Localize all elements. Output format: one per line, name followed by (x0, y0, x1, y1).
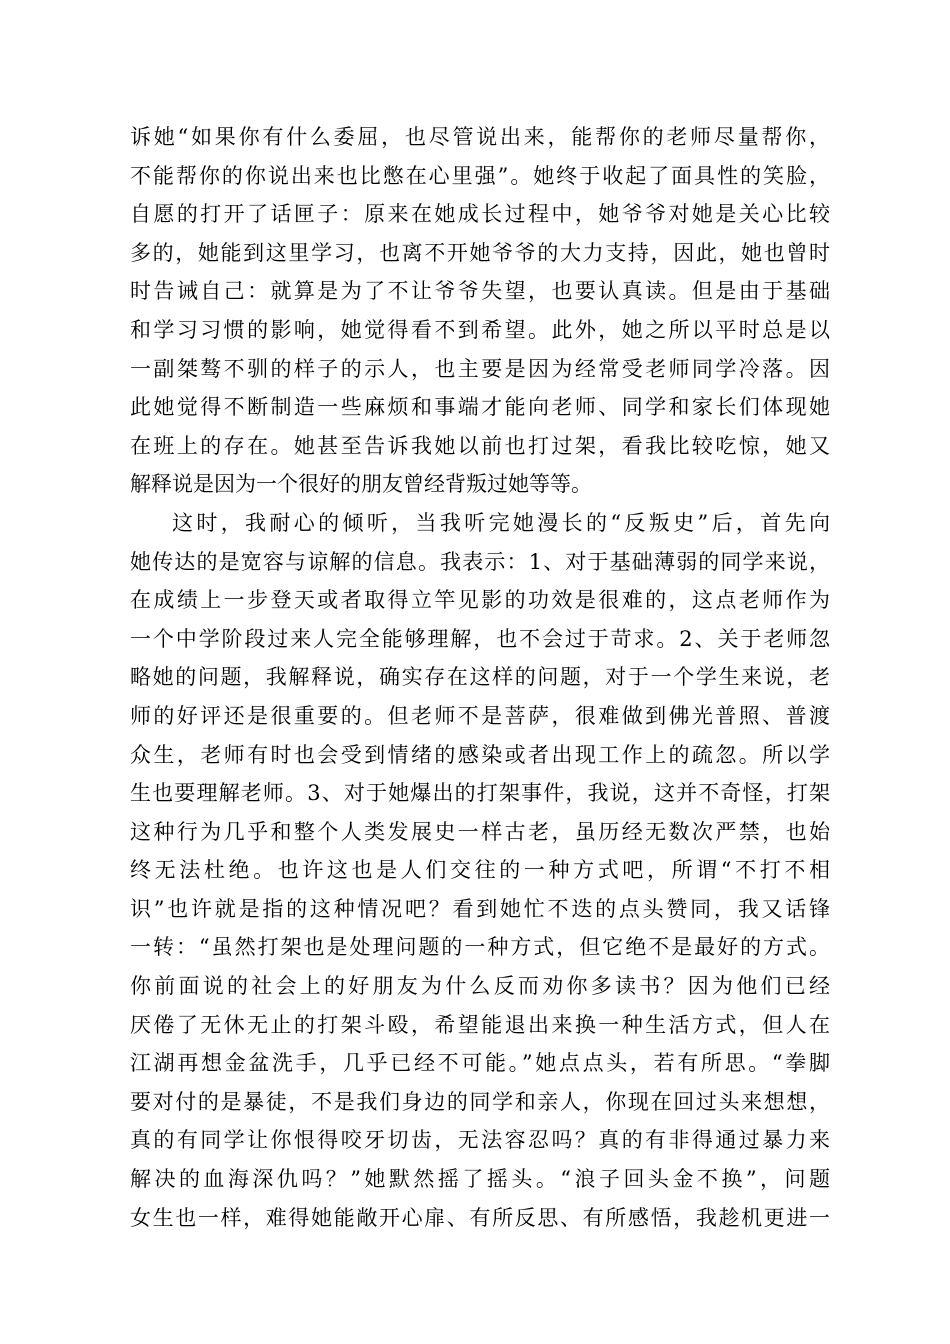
text-line: 女生也一样，难得她能敞开心扉、有所反思、有所感悟，我趁机更进一 (130, 1205, 830, 1230)
text-line: 此她觉得不断制造一些麻烦和事端才能向老师、同学和家长们体现她 (130, 395, 830, 420)
text-line: 时告诫自己：就算是为了不让爷爷失望，也要认真读。但是由于基础 (130, 279, 830, 304)
text-line: 识”也许就是指的这种情况吧？看到她忙不迭的点头赞同，我又话锋 (130, 896, 830, 921)
text-line: 生也要理解老师。3、对于她爆出的打架事件，我说，这并不奇怪，打架 (130, 781, 830, 806)
body-text (130, 118, 830, 1237)
text-line: 在班上的存在。她甚至告诉我她以前也打过架，看我比较吃惊，她又 (130, 433, 830, 458)
text-line: 要对付的是暴徒，不是我们身边的同学和亲人，你现在回过头来想想， (130, 1089, 830, 1114)
text-line: 解释说是因为一个很好的朋友曾经背叛过她等等。 (130, 472, 592, 497)
text-line: 江湖再想金盆洗手，几乎已经不可能。”她点点头，若有所思。“拳脚 (130, 1051, 830, 1076)
text-line: 自愿的打开了话匣子：原来在她成长过程中，她爷爷对她是关心比较 (130, 202, 830, 227)
text-line: 真的有同学让你恨得咬牙切齿，无法容忍吗？真的有非得通过暴力来 (130, 1128, 830, 1153)
paragraph-2 (130, 504, 830, 1237)
text-line: 一副桀骜不驯的样子的示人，也主要是因为经常受老师同学冷落。因 (130, 356, 830, 381)
text-line: 师的好评还是很重要的。但老师不是菩萨，很难做到佛光普照、普渡 (130, 703, 830, 728)
text-line: 这时，我耐心的倾听，当我听完她漫长的“反叛史”后，首先向 (172, 510, 830, 535)
text-line: 诉她“如果你有什么委屈，也尽管说出来，能帮你的老师尽量帮你， (130, 125, 830, 149)
paragraph-1 (130, 118, 830, 504)
text-line: 解决的血海深仇吗？”她默然摇了摇头。“浪子回头金不换”，问题 (130, 1167, 830, 1192)
text-line: 一转：“虽然打架也是处理问题的一种方式，但它绝不是最好的方式。 (130, 935, 830, 960)
text-line: 略她的问题，我解释说，确实存在这样的问题，对于一个学生来说，老 (130, 665, 830, 690)
text-line: 不能帮你的你说出来也比憋在心里强”。她终于收起了面具性的笑脸， (130, 163, 830, 188)
text-line: 厌倦了无休无止的打架斗殴，希望能退出来换一种生活方式，但人在 (130, 1012, 830, 1037)
text-line: 这种行为几乎和整个人类发展史一样古老，虽历经无数次严禁，也始 (130, 819, 830, 844)
text-line: 她传达的是宽容与谅解的信息。我表示：1、对于基础薄弱的同学来说， (130, 549, 830, 574)
text-line: 你前面说的社会上的好朋友为什么反而劝你多读书？因为他们已经 (130, 974, 830, 999)
text-line: 众生，老师有时也会受到情绪的感染或者出现工作上的疏忽。所以学 (130, 742, 830, 767)
text-line: 终无法杜绝。也许这也是人们交往的一种方式吧，所谓“不打不相 (130, 858, 830, 883)
text-line: 一个中学阶段过来人完全能够理解，也不会过于苛求。2、关于老师忽 (130, 626, 830, 651)
text-line: 和学习习惯的影响，她觉得看不到希望。此外，她之所以平时总是以 (130, 317, 830, 342)
text-line: 多的，她能到这里学习，也离不开她爷爷的大力支持，因此，她也曾时 (130, 240, 830, 265)
text-line: 在成绩上一步登天或者取得立竿见影的功效是很难的，这点老师作为 (130, 588, 830, 613)
